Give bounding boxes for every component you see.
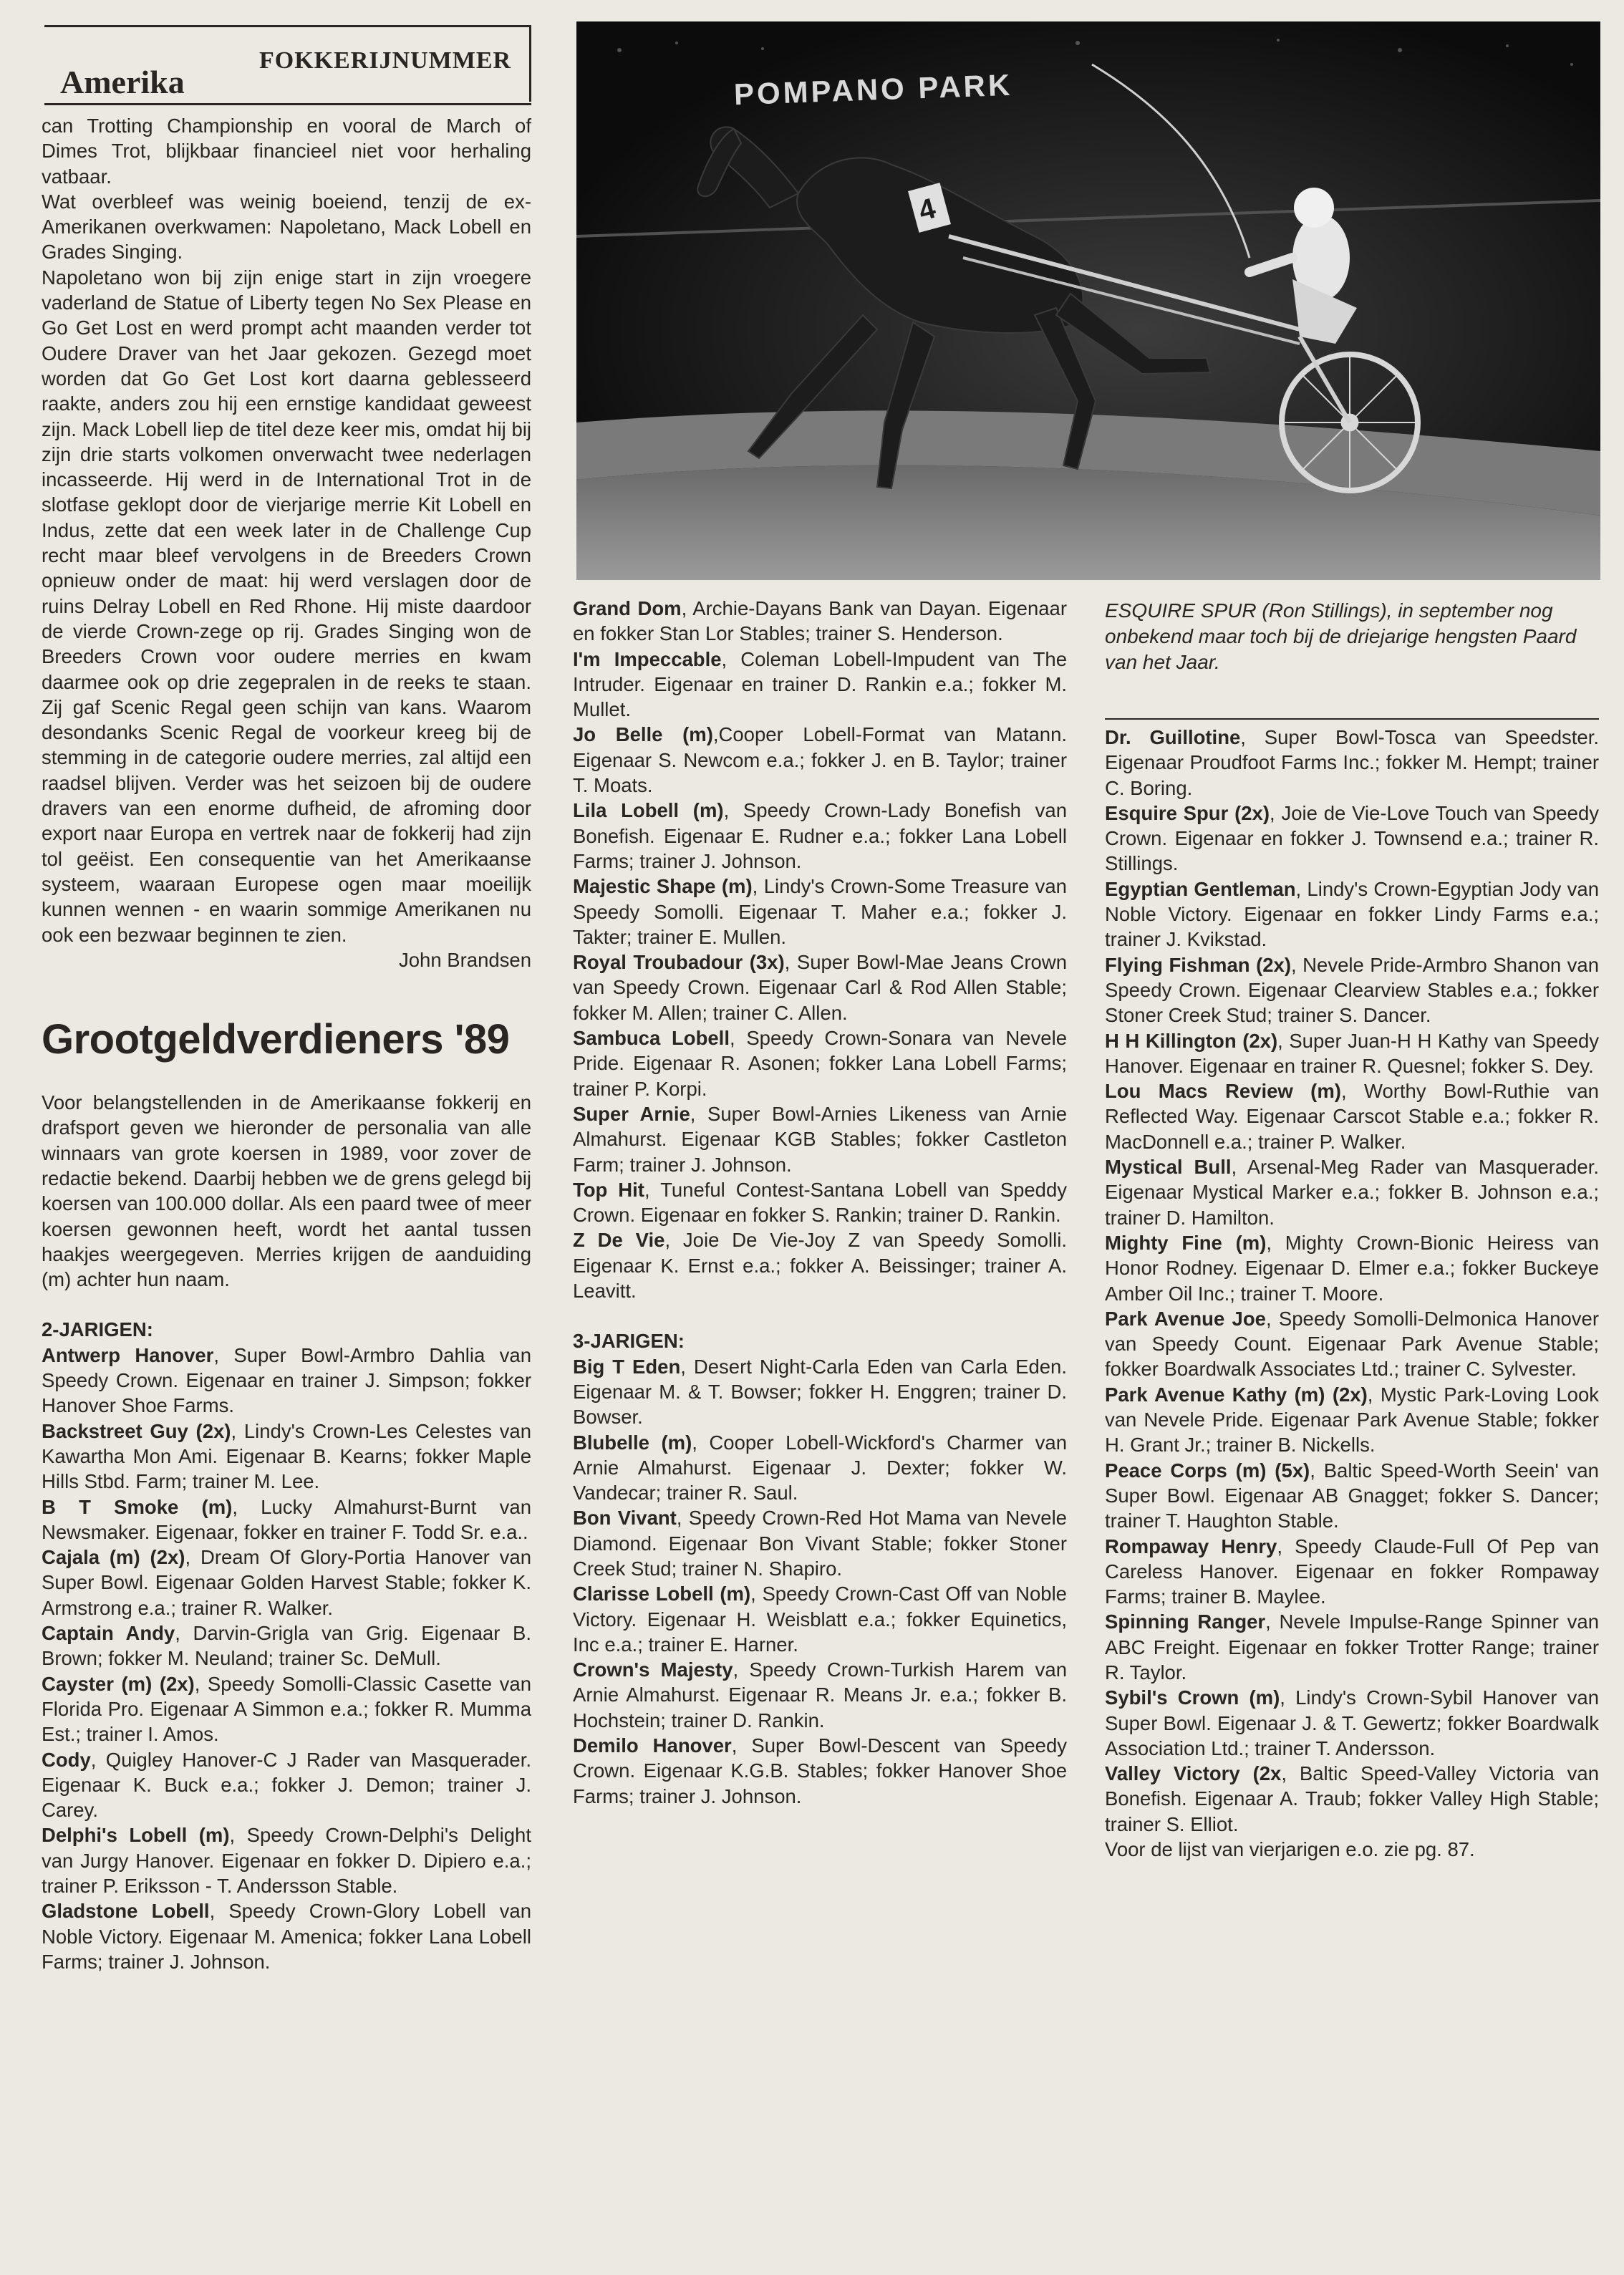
winner-entry — [42, 1494, 531, 1545]
author-signature: John Brandsen — [399, 948, 531, 971]
winner-entry — [573, 722, 1067, 798]
horse-name: Mystical Bull — [1105, 1156, 1232, 1179]
horse-details: , Coleman Lobell-Impudent van The Intruder. Eigenaar en trainer D. Rankin e.a.; fokker M. Mullet. — [573, 647, 1067, 721]
horse-details: , Archie-Dayans Bank van Dayan. Eigenaar en fokker Stan Lor Stables; trainer S. Henderson. — [573, 597, 1068, 645]
winner-entry — [573, 798, 1067, 874]
horse-details: , Super Bowl-Arnies Likeness van Arnie Almahurst. Eigenaar KGB Stables; fokker Castleton Farm; trainer J. Johnson. — [573, 1102, 1067, 1176]
horse-details: , Darvin-Grigla van Grig. Eigenaar B. Brown; fokker M. Neuland; trainer Sc. DeMull. — [42, 1622, 531, 1670]
column-2 — [573, 596, 1067, 1809]
horse-details: , Super Juan-H H Kathy van Speedy Hanover. Eigenaar en trainer R. Quesnel; fokker S. Dey. — [1105, 1029, 1599, 1077]
winner-entry — [573, 950, 1067, 1025]
horse-details: , Speedy Crown-Lady Bonefish van Bonefish. Eigenaar E. Rudner e.a.; fokker Lana Lobell Farms; trainer J. Johnson. — [573, 799, 1067, 872]
winners-list — [1105, 725, 1599, 1837]
winner-entry — [573, 1354, 1067, 1430]
horse-name: Blubelle (m) — [573, 1431, 692, 1454]
winner-entry — [1105, 1028, 1599, 1079]
header-rule — [44, 103, 531, 105]
horse-details: , Baltic Speed-Worth Seein' van Super Bowl. Eigenaar AB Gnagget; fokker S. Dancer; trainer T. Haughton Stable. — [1105, 1459, 1599, 1532]
horse-name: Jo Belle (m) — [573, 723, 713, 746]
article1-paragraph: can Trotting Championship en vooral de March of Dimes Trot, blijkbaar financieel niet voor herhaling vatbaar. — [42, 115, 531, 188]
winner-entry — [573, 1025, 1067, 1101]
horse-details: , Worthy Bowl-Ruthie van Reflected Way. Eigenaar Carscot Stable e.a.; fokker R. MacDonnell e.a.; trainer P. Walker. — [1105, 1080, 1599, 1153]
winner-entry — [1105, 1078, 1599, 1154]
race-photo — [576, 21, 1600, 580]
section-kicker: FOKKERIJNUMMER — [259, 47, 512, 74]
horse-details: , Mighty Crown-Bionic Heiress van Honor Rodney. Eigenaar D. Elmer e.a.; fokker Buckeye Amber Oil Inc.; trainer T. Moore. — [1105, 1231, 1599, 1305]
winner-entry — [42, 1545, 531, 1620]
horse-details: , Lindy's Crown-Egyptian Jody van Noble Victory. Eigenaar en fokker Lindy Farms e.a.; trainer J. Kvikstad. — [1105, 877, 1600, 951]
horse-details: , Speedy Somolli-Classic Casette van Florida Pro. Eigenaar A Simmon e.a.; fokker R. Mumma Est.; trainer I. Amos. — [42, 1672, 531, 1746]
winner-entry — [573, 874, 1067, 950]
winners-list — [573, 596, 1067, 1303]
winner-entry — [1105, 1382, 1599, 1458]
caption-rule — [1105, 718, 1599, 720]
horse-name: Egyptian Gentleman — [1105, 877, 1296, 900]
horse-details: , Quigley Hanover-C J Rader van Masquerader. Eigenaar K. Buck e.a.; fokker J. Demon; trainer J. Carey. — [42, 1748, 531, 1822]
horse-name: Rompaway Henry — [1105, 1535, 1277, 1557]
horse-name: Lou Macs Review (m) — [1105, 1080, 1341, 1103]
winner-entry — [573, 1227, 1067, 1303]
horse-details: , Nevele Pride-Armbro Shanon van Speedy Crown. Eigenaar Clearview Stables e.a.; fokker Stoner Creek Stud; trainer S. Dancer. — [1105, 953, 1599, 1027]
horse-name: Flying Fishman (2x) — [1105, 953, 1291, 976]
winner-entry — [42, 1620, 531, 1671]
horse-details: , Speedy Crown-Sonara van Nevele Pride. Eigenaar R. Asonen; fokker Lana Lobell Farms; trainer P. Korpi. — [573, 1027, 1067, 1100]
winner-entry — [573, 647, 1067, 723]
section-title: Amerika — [60, 64, 185, 100]
section-heading-3-jarigen: 3-JARIGEN: — [573, 1330, 685, 1353]
horse-details: , Nevele Impulse-Range Spinner van ABC Freight. Eigenaar en fokker Trotter Range; trainer R. Taylor. — [1105, 1610, 1600, 1684]
section-heading-2-jarigen: 2-JARIGEN: — [42, 1318, 153, 1341]
horse-name: Cajala (m) (2x) — [42, 1546, 185, 1569]
winner-entry — [1105, 1534, 1599, 1610]
horse-details: , Tuneful Contest-Santana Lobell van Speddy Crown. Eigenaar en fokker S. Rankin; trainer D. Rankin. — [573, 1178, 1068, 1227]
horse-details: , Desert Night-Carla Eden van Carla Eden. Eigenaar M. & T. Bowser; fokker H. Enggren; trainer D. Bowser. — [573, 1355, 1067, 1429]
horse-details: , Dream Of Glory-Portia Hanover van Super Bowl. Eigenaar Golden Harvest Stable; fokker K. Armstrong e.a.; trainer R. Walker. — [42, 1546, 531, 1619]
horse-details: , Speedy Somolli-Delmonica Hanover van Speedy Count. Eigenaar Park Avenue Stable; fokker Boardwalk Associates Ltd.; trainer C. Sylvester. — [1105, 1307, 1599, 1381]
horse-name: Cody — [42, 1748, 91, 1771]
harness-racing-photo — [576, 21, 1600, 580]
horse-name: Mighty Fine (m) — [1105, 1231, 1267, 1254]
winner-entry — [1105, 725, 1599, 801]
horse-name: Valley Victory (2x — [1105, 1762, 1282, 1785]
track-sign: POMPANO PARK — [733, 67, 1014, 112]
horse-details: , Speedy Crown-Red Hot Mama van Nevele Diamond. Eigenaar Bon Vivant Stable; fokker Stoner Creek Stud; trainer N. Shapiro. — [573, 1507, 1067, 1580]
horse-details: , Arsenal-Meg Rader van Masquerader. Eigenaar Mystical Marker e.a.; fokker B. Johnson e.a.; trainer D. Hamilton. — [1105, 1156, 1599, 1229]
winner-entry — [1105, 1761, 1599, 1837]
horse-details: , Lindy's Crown-Some Treasure van Speedy Somolli. Eigenaar T. Maher e.a.; fokker J. Takter; trainer E. Mullen. — [573, 875, 1067, 948]
horse-name: Peace Corps (m) (5x) — [1105, 1459, 1310, 1482]
horse-name: Cayster (m) (2x) — [42, 1672, 195, 1695]
winner-entry — [42, 1898, 531, 1974]
winner-entry — [573, 1505, 1067, 1581]
winner-entry — [42, 1747, 531, 1823]
horse-name: Spinning Ranger — [1105, 1610, 1266, 1633]
horse-name: Dr. Guillotine — [1105, 726, 1241, 748]
winners-list — [42, 1343, 531, 1974]
horse-details: , Lucky Almahurst-Burnt van Newsmaker. Eigenaar, fokker en trainer F. Todd Sr. e.a.. — [42, 1495, 531, 1543]
winner-entry — [573, 1430, 1067, 1506]
horse-details: , Speedy Crown-Delphi's Delight van Jurgy Hanover. Eigenaar en fokker D. Dipiero e.a.; trainer P. Eriksson - T. Andersson Stable. — [42, 1824, 531, 1897]
horse-details: , Super Bowl-Descent van Speedy Crown. Eigenaar K.G.B. Stables; fokker Hanover Shoe Farms; trainer J. Johnson. — [573, 1734, 1067, 1807]
horse-details: , Speedy Crown-Turkish Harem van Arnie Almahurst. Eigenaar R. Means Jr. e.a.; fokker B. Hochstein; trainer D. Rankin. — [573, 1658, 1067, 1731]
horse-name: Top Hit — [573, 1178, 644, 1201]
winner-entry — [1105, 1154, 1599, 1230]
winner-entry — [573, 1733, 1067, 1809]
winner-entry — [1105, 1609, 1599, 1685]
winner-entry — [573, 1657, 1067, 1733]
winner-entry — [1105, 801, 1599, 876]
horse-name: Park Avenue Kathy (m) (2x) — [1105, 1383, 1368, 1406]
horse-name: Antwerp Hanover — [42, 1343, 214, 1366]
horse-name: Demilo Hanover — [573, 1734, 732, 1757]
horse-name: Backstreet Guy (2x) — [42, 1419, 231, 1442]
horse-details: , Super Bowl-Tosca van Speedster. Eigenaar Proudfoot Farms Inc.; fokker M. Hempt; trainer C. Boring. — [1105, 726, 1599, 799]
footer-note: Voor de lijst van vierjarigen e.o. zie pg. 87. — [1105, 1838, 1475, 1861]
horse-details: , Lindy's Crown-Sybil Hanover van Super Bowl. Eigenaar J. & T. Gewertz; fokker Boardwalk Association Ltd.; trainer T. Andersson. — [1105, 1686, 1599, 1759]
photo-caption: ESQUIRE SPUR (Ron Stillings), in september nog onbekend maar toch bij de driejarige hengsten Paard van het Jaar. — [1105, 599, 1577, 673]
winner-entry — [1105, 1306, 1599, 1382]
horse-name: Grand Dom — [573, 597, 682, 619]
winner-entry — [42, 1419, 531, 1494]
column-1 — [42, 113, 531, 1974]
horse-name: Park Avenue Joe — [1105, 1307, 1266, 1330]
horse-name: Big T Eden — [573, 1355, 681, 1378]
winner-entry — [573, 1101, 1067, 1177]
winner-entry — [42, 1671, 531, 1747]
horse-details: , Cooper Lobell-Wickford's Charmer van Arnie Almahurst. Eigenaar J. Dexter; fokker W. Vandecar; trainer R. Saul. — [573, 1431, 1067, 1504]
winner-entry — [1105, 1230, 1599, 1306]
horse-details: , Speedy Claude-Full Of Pep van Careless Hanover. Eigenaar en fokker Rompaway Farms; trainer B. Maylee. — [1105, 1535, 1599, 1608]
horse-name: Delphi's Lobell (m) — [42, 1824, 230, 1847]
horse-details: , Joie de Vie-Love Touch van Speedy Crown. Eigenaar en fokker J. Townsend e.a.; trainer R. Stillings. — [1105, 801, 1599, 875]
horse-details: , Baltic Speed-Valley Victoria van Bonefish. Eigenaar A. Traub; fokker Valley High Stable; trainer S. Elliot. — [1105, 1762, 1599, 1835]
horse-name: Gladstone Lobell — [42, 1900, 210, 1923]
winner-entry — [42, 1343, 531, 1419]
winners-list — [573, 1354, 1067, 1809]
winner-entry — [1105, 876, 1599, 952]
winner-entry — [573, 1581, 1067, 1657]
winner-entry — [573, 596, 1067, 647]
horse-name: Bon Vivant — [573, 1507, 677, 1530]
horse-name: Royal Troubadour (3x) — [573, 951, 785, 974]
horse-name: Clarisse Lobell (m) — [573, 1583, 751, 1605]
article2-title: Grootgeldverdieners '89 — [42, 1016, 510, 1063]
horse-name: B T Smoke (m) — [42, 1495, 233, 1518]
horse-name: Sambuca Lobell — [573, 1027, 730, 1050]
horse-details: ,Cooper Lobell-Format van Matann. Eigenaar S. Newcom e.a.; fokker J. en B. Taylor; trainer T. Moats. — [573, 723, 1068, 797]
horse-name: H H Killington (2x) — [1105, 1029, 1278, 1052]
horse-details: , Speedy Crown-Glory Lobell van Noble Victory. Eigenaar M. Amenica; fokker Lana Lobell Farms; trainer J. Johnson. — [42, 1900, 532, 1973]
horse-details: , Speedy Crown-Cast Off van Noble Victory. Eigenaar H. Weisblatt e.a.; fokker Equinetics, Inc e.a.; trainer E. Harner. — [573, 1583, 1067, 1656]
winner-entry — [42, 1822, 531, 1898]
article1-paragraph: Wat overbleef was weinig boeiend, tenzij de ex-Amerikanen overkwamen: Napoletano, Mack Lobell en Grades Singing. — [42, 190, 531, 264]
horse-details: , Joie De Vie-Joy Z van Speedy Somolli. Eigenaar K. Ernst e.a.; fokker A. Beissinger; trainer A. Leavitt. — [573, 1229, 1068, 1303]
horse-name: Lila Lobell (m) — [573, 799, 724, 822]
saddle-number: 4 — [915, 192, 939, 228]
horse-details: , Mystic Park-Loving Look van Nevele Pride. Eigenaar Park Avenue Stable; fokker H. Grant Jr.; trainer B. Nickells. — [1105, 1383, 1599, 1457]
horse-name: Z De Vie — [573, 1229, 665, 1252]
winner-entry — [1105, 1458, 1599, 1534]
horse-name: I'm Impeccable — [573, 647, 722, 670]
horse-details: , Lindy's Crown-Les Celestes van Kawartha Mon Ami. Eigenaar B. Kearns; fokker Maple Hills Stbd. Farm; trainer M. Lee. — [42, 1419, 531, 1493]
horse-details: , Super Bowl-Mae Jeans Crown van Speedy Crown. Eigenaar Carl & Rod Allen Stable; fokker M. Allen; trainer C. Allen. — [573, 951, 1067, 1024]
horse-name: Super Arnie — [573, 1102, 690, 1125]
horse-name: Esquire Spur (2x) — [1105, 801, 1270, 824]
article2-intro: Voor belangstellenden in de Amerikaanse fokkerij en drafsport geven we hieronder de personalia van alle winnaars van grote koersen in 1989, voor zover de redactie bekend. Daarbij hebben we de grens gelegd bij koersen van 100.000 dollar. Als een paard twee of meer koersen gewonnen heeft, wordt het aantal tussen haakjes weergegeven. Merries krijgen de aanduiding (m) achter hun naam. — [42, 1091, 531, 1291]
winner-entry — [1105, 1685, 1599, 1761]
winner-entry — [1105, 952, 1599, 1028]
horse-name: Crown's Majesty — [573, 1658, 733, 1681]
column-3 — [1105, 725, 1599, 1862]
horse-name: Captain Andy — [42, 1622, 175, 1645]
article1-paragraph: Napoletano won bij zijn enige start in zijn vroegere vaderland de Statue of Liberty tegen No Sex Please en Go Get Lost en werd prompt acht maanden verder tot Oudere Draver van het Jaar gekozen. Gezegd moet worden dat Go Get Lost kort daarna geblesseerd raakte, anders zou hij een ernstige kandidaat geweest zijn. Mack Lobell liep de titel deze keer mis, omdat hij bij zijn drie starts volkomen onverwacht twee nederlagen incasseerde. Hij werd in de International Trot in de slotfase geklopt door de vierjarige merrie Kit Lobell en Indus, zette dat een week later in de Challenge Cup recht maar bleef vervolgens in de Breeders Crown opnieuw onder de maat: hij werd verslagen door de ruins Delray Lobell en Red Rhone. Hij miste daardoor de vierde Crown-zege op rij. Grades Singing won de Breeders Crown voor oudere merries en kwam daarmee ook op drie zegepralen in de reeks te staan. Zij gaf Scenic Regal geen schijn van kans. Waarom desondanks Scenic Regal de voorkeur kreeg bij de stemming in de categorie oudere merries, zal altijd een raadsel blijven. Verder was het seizoen bij de oudere dravers van een enorme dufheid, de afroming door export naar Europa en vertrek naar de fokkerij had zijn tol geëist. Een consequentie van het Amerikaanse systeem, waaraan Europese ogen maar moeilijk kunnen wennen - en waarin sommige Amerikanen nu ook een bezwaar beginnen te zien. — [42, 266, 531, 946]
horse-name: Sybil's Crown (m) — [1105, 1686, 1280, 1709]
horse-name: Majestic Shape (m) — [573, 875, 753, 898]
horse-details: , Super Bowl-Armbro Dahlia van Speedy Crown. Eigenaar en trainer J. Simpson; fokker Hanover Shoe Farms. — [42, 1343, 531, 1417]
winner-entry — [573, 1177, 1067, 1228]
